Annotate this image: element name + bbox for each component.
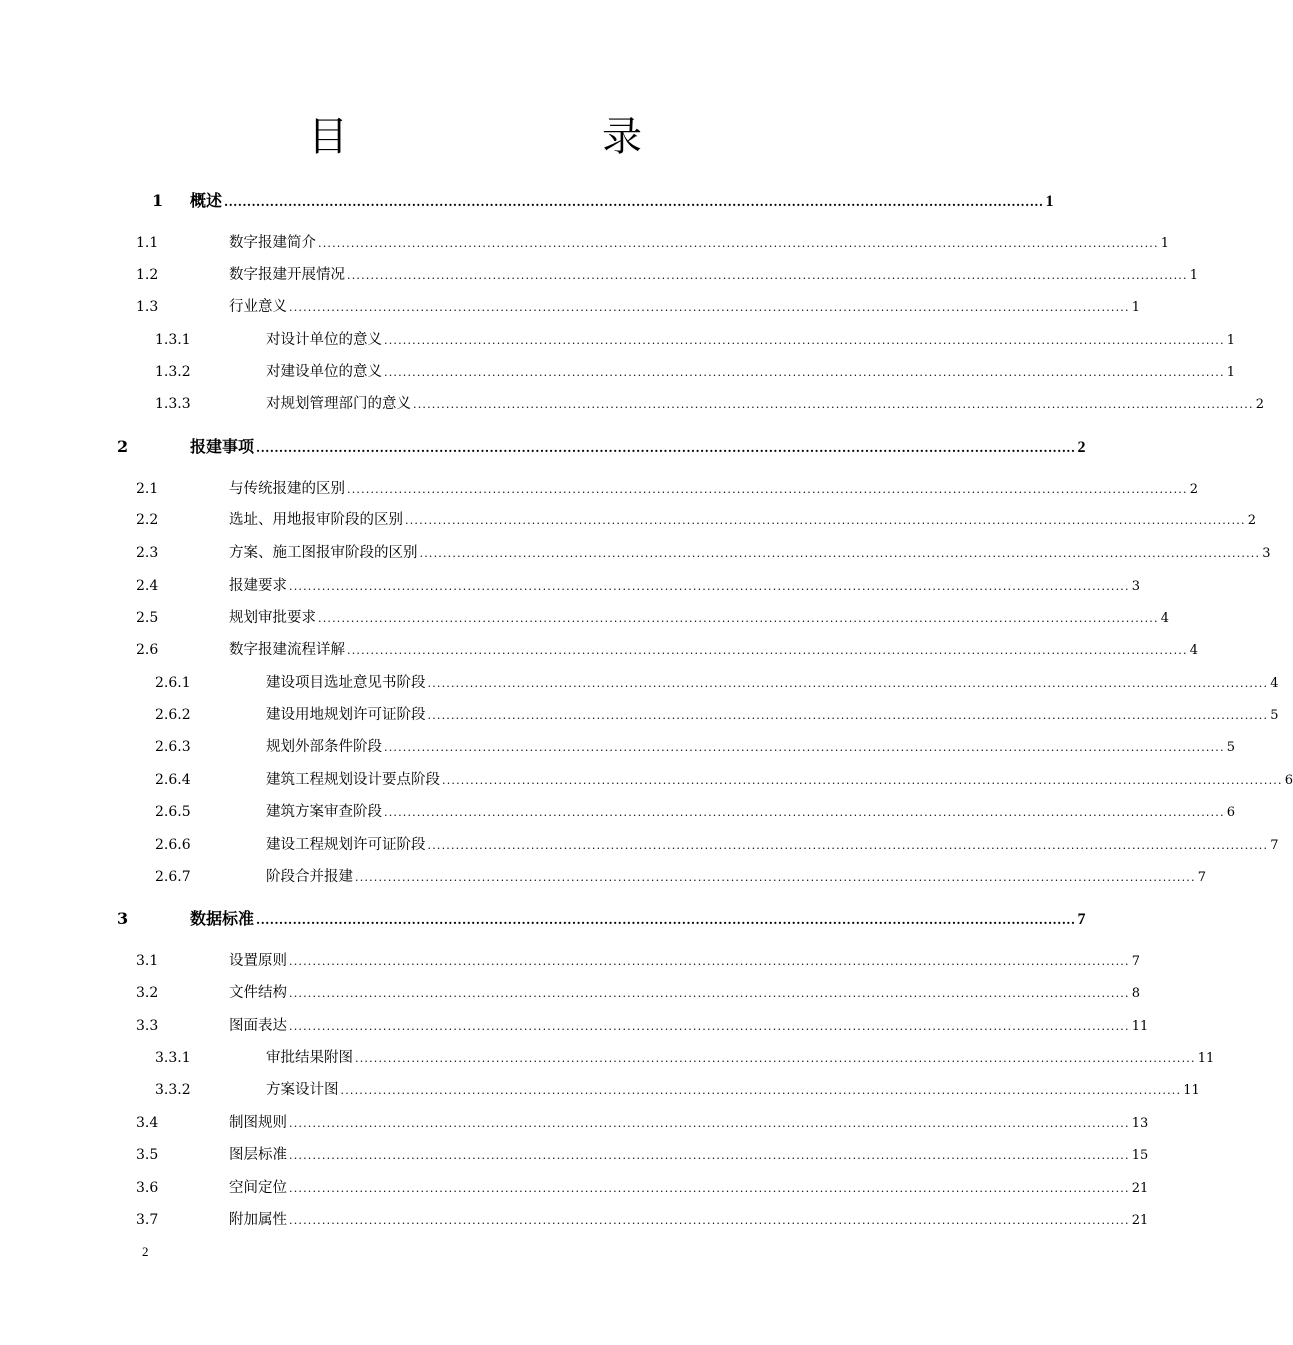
toc-entry[interactable] <box>0 1046 1215 1070</box>
dot-leader: ................................................................................................................................................................................... <box>413 398 1254 411</box>
toc-entry-page: 2 <box>1189 482 1198 497</box>
page-number: 2 <box>142 1244 149 1259</box>
toc-entry-title: 数字报建流程详解 <box>229 642 345 658</box>
toc-entry-number: 3.3.2 <box>155 1082 191 1098</box>
dot-leader: ................................................................................................................................................................................... <box>289 301 1130 314</box>
toc-entry-number: 2.5 <box>136 610 159 626</box>
toc-entry-page: 1 <box>1226 333 1235 348</box>
toc-entry-title: 图层标准 <box>229 1147 287 1163</box>
toc-entry-number: 2.6.5 <box>155 804 191 820</box>
toc-entry[interactable] <box>0 508 1256 532</box>
toc-entry-number: 3 <box>117 909 129 928</box>
dot-leader: ................................................................................................................................................................................... <box>318 612 1159 625</box>
toc-entry-title: 建设工程规划许可证阶段 <box>266 837 426 853</box>
toc-entry-title: 方案设计图 <box>266 1082 339 1098</box>
toc-entry-page: 11 <box>1131 1019 1149 1034</box>
toc-entry-title: 建设用地规划许可证阶段 <box>266 707 426 723</box>
toc-entry[interactable] <box>0 541 1271 565</box>
toc-entry-title: 规划外部条件阶段 <box>266 739 382 755</box>
toc-entry-number: 1.1 <box>136 235 159 251</box>
toc-entry-page: 7 <box>1197 870 1206 885</box>
toc-entry-number: 2.6.4 <box>155 772 191 788</box>
toc-entry-page: 7 <box>1131 954 1140 969</box>
toc-entry[interactable] <box>0 574 1140 598</box>
dot-leader: ................................................................................................................................................................................... <box>289 955 1130 968</box>
dot-leader: ................................................................................................................................................................................... <box>384 806 1225 819</box>
toc-entry-title: 概述 <box>190 191 223 210</box>
toc-entry[interactable] <box>0 392 1264 416</box>
toc-entry-title: 建筑方案审查阶段 <box>266 804 382 820</box>
toc-entry[interactable] <box>0 435 1086 459</box>
toc-entry[interactable] <box>0 768 1293 792</box>
toc-entry[interactable] <box>0 1176 1149 1200</box>
page-title: 目 录 <box>308 114 700 160</box>
dot-leader: ................................................................................................................................................................................... <box>318 237 1159 250</box>
toc-entry-title: 建设项目选址意见书阶段 <box>266 675 426 691</box>
toc-entry[interactable] <box>0 263 1198 287</box>
dot-leader: ................................................................................................................................................................................... <box>256 441 1076 455</box>
toc-entry-number: 2.6.1 <box>155 675 191 691</box>
toc-entry-page: 4 <box>1270 676 1279 691</box>
toc-entry-number: 2.6.3 <box>155 739 191 755</box>
toc-entry-page: 6 <box>1284 773 1293 788</box>
toc-entry[interactable] <box>0 1111 1149 1135</box>
toc-entry-page: 1 <box>1160 236 1169 251</box>
toc-entry[interactable] <box>0 1078 1200 1102</box>
toc-entry[interactable] <box>0 606 1169 630</box>
toc-entry-page: 2 <box>1247 513 1256 528</box>
toc-entry[interactable] <box>0 703 1279 727</box>
toc-entry-page: 13 <box>1131 1116 1149 1131</box>
toc-entry[interactable] <box>0 833 1279 857</box>
toc-entry-page: 2 <box>1255 397 1264 412</box>
toc-entry-page: 6 <box>1226 805 1235 820</box>
toc-entry-number: 2.4 <box>136 578 159 594</box>
dot-leader: ................................................................................................................................................................................... <box>347 269 1188 282</box>
dot-leader: ................................................................................................................................................................................... <box>384 334 1225 347</box>
toc-entry-number: 1 <box>152 191 164 210</box>
toc-entry-number: 3.2 <box>136 985 159 1001</box>
dot-leader: ................................................................................................................................................................................... <box>289 580 1130 593</box>
toc-entry-title: 审批结果附图 <box>266 1050 353 1066</box>
toc-entry-number: 2.2 <box>136 512 159 528</box>
toc-entry-number: 2.1 <box>136 481 159 497</box>
toc-entry-number: 2.6.2 <box>155 707 191 723</box>
toc-entry-number: 2.6.6 <box>155 837 191 853</box>
toc-entry-number: 2 <box>117 437 129 456</box>
dot-leader: ................................................................................................................................................................................... <box>347 483 1188 496</box>
toc-entry-title: 数字报建简介 <box>229 235 316 251</box>
toc-entry-number: 2.6.7 <box>155 869 191 885</box>
toc-entry[interactable] <box>0 295 1140 319</box>
toc-entry[interactable] <box>0 981 1140 1005</box>
dot-leader: ................................................................................................................................................................................... <box>419 547 1261 560</box>
toc-entry-number: 3.1 <box>136 953 159 969</box>
toc-entry-title: 阶段合并报建 <box>266 869 353 885</box>
toc-entry-page: 4 <box>1160 611 1169 626</box>
toc-entry-page: 11 <box>1197 1051 1215 1066</box>
toc-entry-page: 11 <box>1183 1083 1200 1098</box>
toc-entry-number: 3.7 <box>136 1212 159 1228</box>
toc-entry-title: 制图规则 <box>229 1115 287 1131</box>
toc-entry-page: 7 <box>1270 838 1279 853</box>
toc-entry-title: 选址、用地报审阶段的区别 <box>229 512 403 528</box>
toc-entry[interactable] <box>0 477 1198 501</box>
dot-leader: ................................................................................................................................................................................... <box>289 987 1130 1000</box>
toc-entry[interactable] <box>0 360 1235 384</box>
dot-leader: ................................................................................................................................................................................... <box>289 1214 1130 1227</box>
toc-entry-title: 行业意义 <box>229 299 287 315</box>
toc-entry-page: 8 <box>1131 986 1140 1001</box>
toc-entry-number: 3.3.1 <box>155 1050 191 1066</box>
toc-entry-number: 1.3.3 <box>155 396 191 412</box>
toc-entry-page: 3 <box>1262 546 1271 561</box>
dot-leader: ................................................................................................................................................................................... <box>442 774 1283 787</box>
dot-leader: ................................................................................................................................................................................... <box>256 913 1076 927</box>
toc-entry-number: 3.4 <box>136 1115 159 1131</box>
toc-entry[interactable] <box>0 1014 1149 1038</box>
toc-entry-title: 图面表达 <box>229 1018 287 1034</box>
toc-entry[interactable] <box>0 189 1054 213</box>
toc-entry-page: 21 <box>1131 1213 1149 1228</box>
toc-entry-number: 1.3.2 <box>155 364 191 380</box>
toc-entry-number: 2.6 <box>136 642 159 658</box>
toc-entry-page: 1 <box>1226 365 1235 380</box>
toc-entry[interactable] <box>0 231 1169 255</box>
dot-leader: ................................................................................................................................................................................... <box>405 514 1246 527</box>
toc-entry[interactable] <box>0 1143 1149 1167</box>
toc-entry-page: 1 <box>1131 300 1140 315</box>
toc-entry-page: 21 <box>1131 1181 1149 1196</box>
dot-leader: ................................................................................................................................................................................... <box>289 1149 1130 1162</box>
toc-entry[interactable] <box>0 1208 1149 1232</box>
toc-entry-title: 附加属性 <box>229 1212 287 1228</box>
toc-entry[interactable] <box>0 865 1206 889</box>
toc-entry[interactable] <box>0 907 1086 931</box>
toc-entry-page: 4 <box>1189 643 1198 658</box>
dot-leader: ................................................................................................................................................................................... <box>289 1182 1130 1195</box>
toc-entry-title: 方案、施工图报审阶段的区别 <box>229 545 418 561</box>
dot-leader: ................................................................................................................................................................................... <box>427 709 1269 722</box>
toc-entry-number: 3.3 <box>136 1018 159 1034</box>
toc-entry[interactable] <box>0 800 1235 824</box>
toc-entry-number: 3.5 <box>136 1147 159 1163</box>
dot-leader: ................................................................................................................................................................................... <box>355 1052 1196 1065</box>
dot-leader: ................................................................................................................................................................................... <box>427 839 1269 852</box>
toc-entry[interactable] <box>0 735 1235 759</box>
toc-entry[interactable] <box>0 671 1279 695</box>
toc-entry-number: 1.3.1 <box>155 332 191 348</box>
toc-entry-page: 5 <box>1270 708 1279 723</box>
dot-leader: ................................................................................................................................................................................... <box>340 1084 1182 1097</box>
dot-leader: ................................................................................................................................................................................... <box>384 366 1225 379</box>
toc-entry-title: 设置原则 <box>229 953 287 969</box>
toc-entry-title: 空间定位 <box>229 1180 287 1196</box>
toc-entry-number: 3.6 <box>136 1180 159 1196</box>
toc-entry-page: 5 <box>1226 740 1235 755</box>
toc-entry-page: 7 <box>1077 911 1086 928</box>
dot-leader: ................................................................................................................................................................................... <box>224 195 1044 209</box>
dot-leader: ................................................................................................................................................................................... <box>289 1020 1130 1033</box>
toc-entry-number: 1.2 <box>136 267 159 283</box>
toc-entry-number: 1.3 <box>136 299 159 315</box>
dot-leader: ................................................................................................................................................................................... <box>289 1117 1130 1130</box>
toc-entry-title: 对设计单位的意义 <box>266 332 382 348</box>
toc-entry-page: 1 <box>1189 268 1198 283</box>
toc-entry-title: 文件结构 <box>229 985 287 1001</box>
toc-entry-title: 数据标准 <box>190 909 255 928</box>
toc-entry-page: 2 <box>1077 439 1086 456</box>
toc-entry-title: 数字报建开展情况 <box>229 267 345 283</box>
toc-entry[interactable] <box>0 638 1198 662</box>
toc-entry-page: 3 <box>1131 579 1140 594</box>
toc-entry-title: 对建设单位的意义 <box>266 364 382 380</box>
toc-entry-page: 1 <box>1045 193 1054 210</box>
dot-leader: ................................................................................................................................................................................... <box>355 871 1196 884</box>
dot-leader: ................................................................................................................................................................................... <box>347 644 1188 657</box>
toc-entry-number: 2.3 <box>136 545 159 561</box>
toc-entry-title: 报建要求 <box>229 578 287 594</box>
toc-entry[interactable] <box>0 949 1140 973</box>
toc-entry-page: 15 <box>1131 1148 1149 1163</box>
toc-entry-title: 建筑工程规划设计要点阶段 <box>266 772 440 788</box>
toc-entry-title: 与传统报建的区别 <box>229 481 345 497</box>
toc-entry-title: 报建事项 <box>190 437 255 456</box>
dot-leader: ................................................................................................................................................................................... <box>384 741 1225 754</box>
toc-entry-title: 对规划管理部门的意义 <box>266 396 411 412</box>
dot-leader: ................................................................................................................................................................................... <box>427 677 1269 690</box>
toc-entry-title: 规划审批要求 <box>229 610 316 626</box>
toc-entry[interactable] <box>0 328 1235 352</box>
